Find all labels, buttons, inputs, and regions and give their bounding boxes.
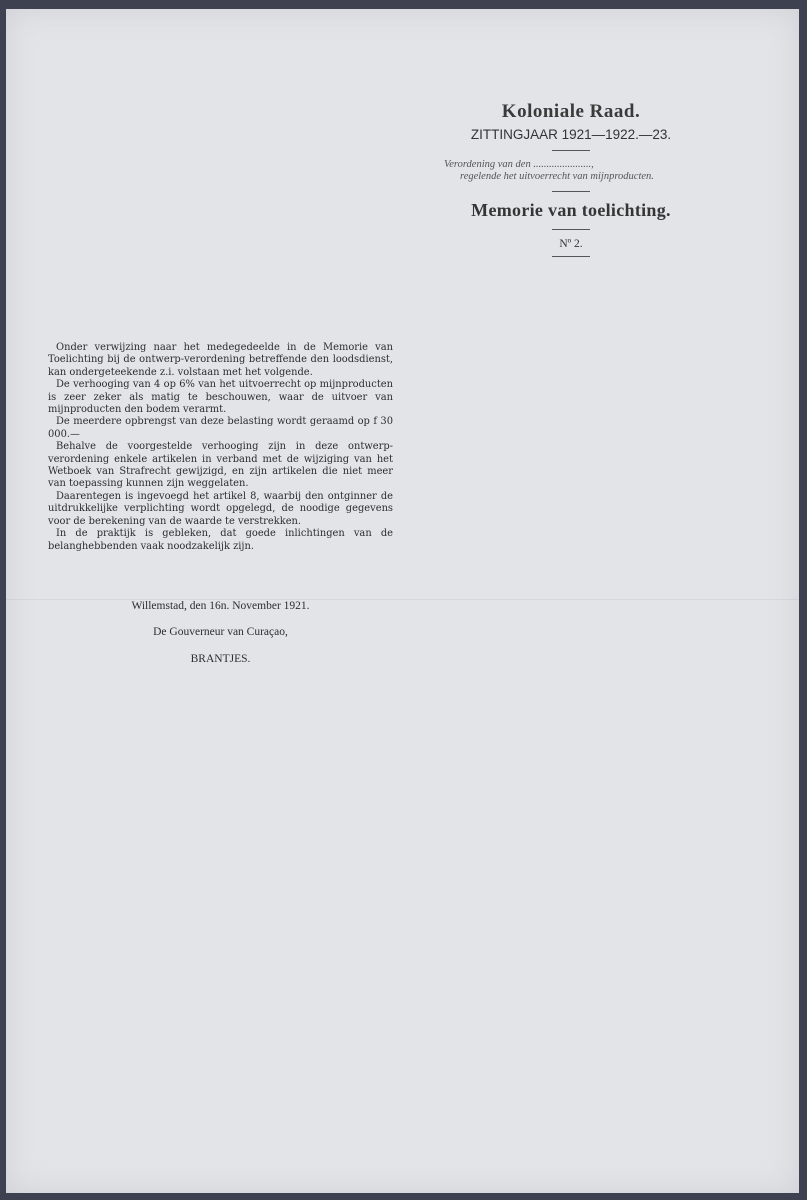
divider <box>552 229 590 230</box>
paragraph: Daarentegen is ingevoegd het artikel 8, waarbij den ontginner de uitdrukkelijke verplichting wordt opgelegd, de noodige gegevens voor de berekening van de waarde te verstrekken. <box>48 490 393 527</box>
paragraph: Onder verwijzing naar het medegedeelde in de Memorie van Toelichting bij de ontwerp-verordening betreffende den loodsdienst, kan ondergeteekende z.i. volstaan met het volgende. <box>48 342 393 378</box>
paragraph: In de praktijk is gebleken, dat goede inlichtingen van de belanghebbenden vaak noodzakelijk zijn. <box>48 528 393 552</box>
paragraph: De meerdere opbrengst van deze belasting wordt geraamd op f 30 000.— <box>48 416 393 440</box>
ordinance-line-1: Verordening van den ......................, <box>444 159 594 170</box>
memorie-heading: Memorie van toelichting. <box>471 200 671 220</box>
divider <box>552 150 590 151</box>
ordinance-title <box>436 159 706 183</box>
session-year: ZITTINGJAAR 1921—1922.—23. <box>470 127 672 142</box>
explanatory-text <box>48 342 393 553</box>
paragraph: De verhooging van 4 op 6% van het uitvoerrecht op mijnproducten is zeer zeker als matig te beschouwen, waar de uitvoer van mijnproducten den bodem verarmt. <box>48 379 393 416</box>
divider <box>552 256 590 257</box>
ordinance-line-2: regelende het uitvoerrecht van mijnproducten. <box>460 171 654 182</box>
paragraph: Behalve de voorgestelde verhooging zijn in deze ontwerp-verordening enkele artikelen in verband met de wijziging van het Wetboek van Strafrecht gewijzigd, en zijn artikelen die niet meer van toepassing kunnen zijn weggelaten. <box>48 441 393 490</box>
document-header <box>436 101 706 265</box>
signatory-name: BRANTJES. <box>190 653 251 665</box>
document-number: Nº 2. <box>559 238 583 250</box>
signatory-role: De Gouverneur van Curaçao, <box>153 626 288 638</box>
divider <box>552 191 590 192</box>
council-title: Koloniale Raad. <box>501 101 641 122</box>
document-page <box>6 9 799 1193</box>
place-date: Willemstad, den 16n. November 1921. <box>131 600 310 612</box>
